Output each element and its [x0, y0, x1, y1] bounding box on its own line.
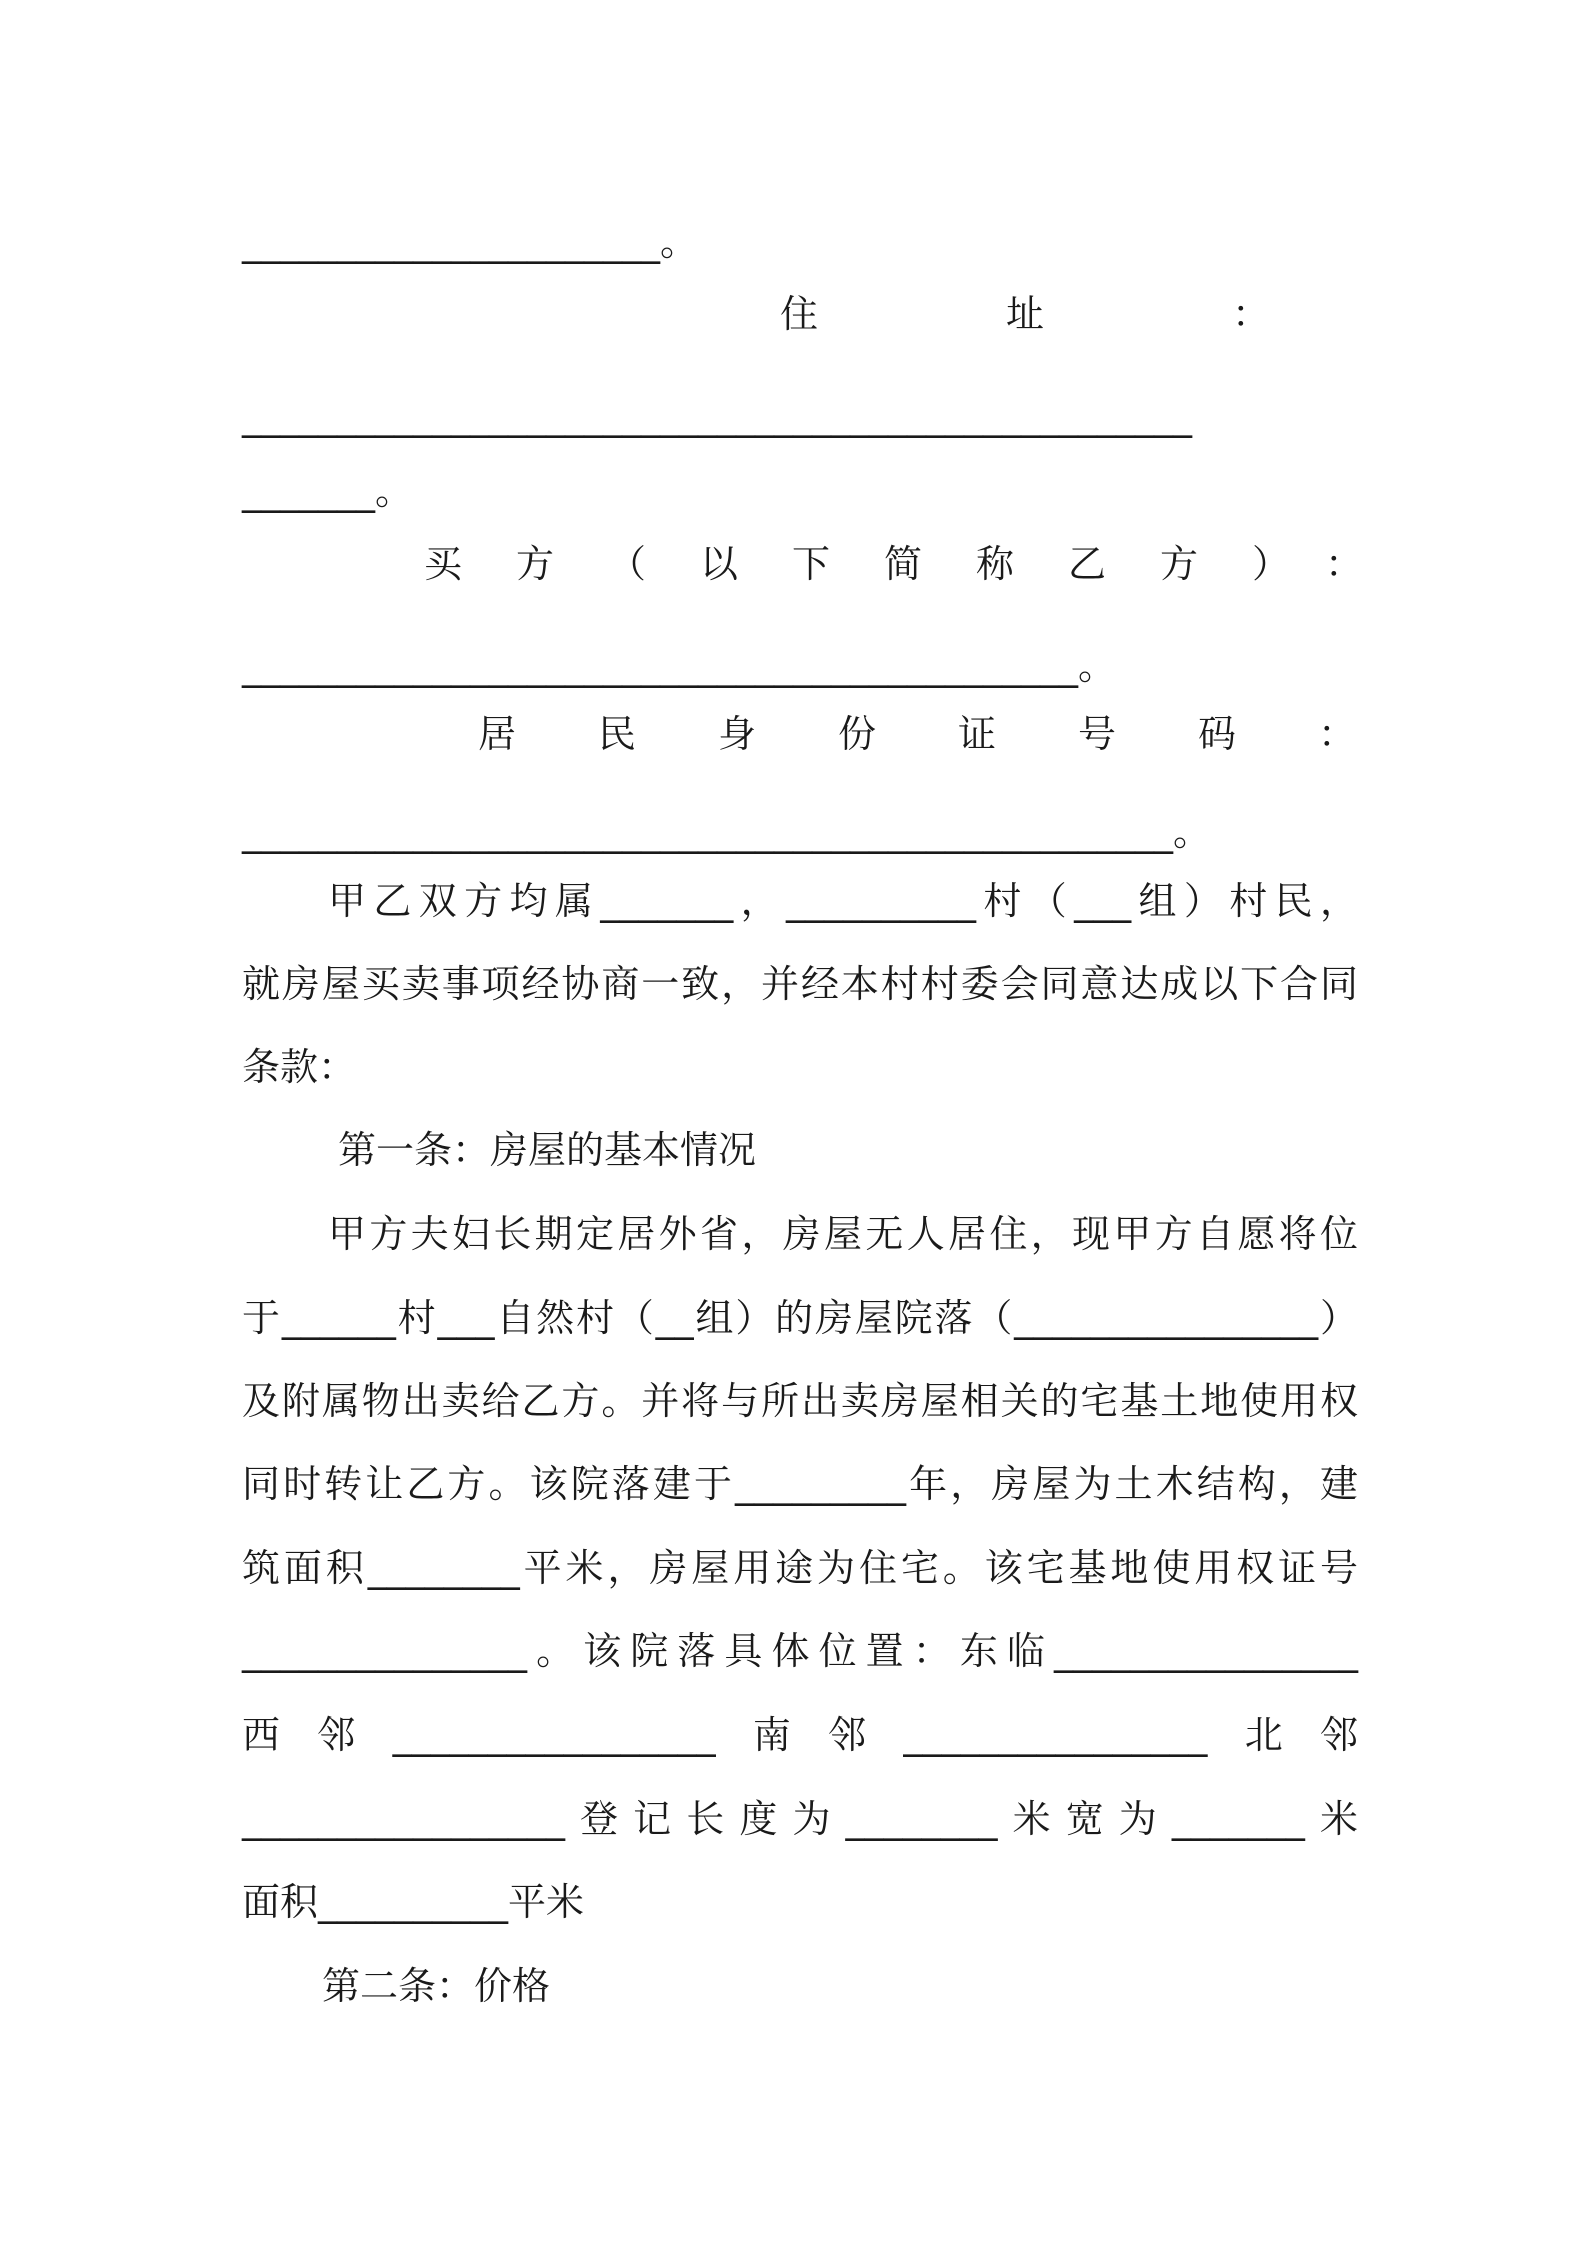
article-1-line-8: _________________登记长度为________米宽为_______米 [242, 1797, 1358, 1841]
article-2-title: 第二条：价格 [322, 1964, 551, 2008]
article-1-line-2: 于______村___自然村（__组）的房屋院落（________________） [242, 1296, 1358, 1340]
article-1-line-6: _______________。该院落具体位置：东临________________ [242, 1629, 1358, 1673]
article-1-line-9: 面积__________平米 [242, 1880, 585, 1924]
article-1-line-4: 同时转让乙方。该院落建于_________年，房屋为土木结构，建 [242, 1462, 1358, 1506]
intro-line-2: 就房屋买卖事项经协商一致，并经本村村委会同意达成以下合同 [242, 962, 1358, 1006]
address-label [780, 290, 1459, 338]
blank-line-end: ______________________。 [242, 220, 699, 264]
id-number-blank-line: _________________________________________________。 [242, 810, 1212, 854]
intro-line-1: 甲乙双方均属_______，__________村（___组）村民， [328, 879, 1358, 923]
address-label-text: 住址： [780, 292, 1459, 336]
article-1-line-7: 西邻_________________南邻________________北邻 [242, 1713, 1358, 1757]
article-1-line-3: 及附属物出卖给乙方。并将与所出卖房屋相关的宅基土地使用权 [242, 1379, 1358, 1423]
id-number-label [478, 710, 1439, 758]
address-blank-end: _______。 [242, 469, 414, 513]
intro-line-3: 条款： [242, 1045, 357, 1089]
article-1-line-1: 甲方夫妇长期定居外省，房屋无人居住，现甲方自愿将位 [328, 1212, 1358, 1256]
article-1-line-5: 筑面积________平米，房屋用途为住宅。该宅基地使用权证号 [242, 1546, 1358, 1590]
buyer-label [424, 540, 1418, 588]
address-blank-line: __________________________________________________ [242, 394, 1192, 438]
buyer-blank-line: ____________________________________________。 [242, 644, 1117, 688]
id-number-label-text: 居民身份证号码： [478, 712, 1439, 756]
buyer-label-text: 买方（以下简称乙方）： [424, 542, 1418, 586]
article-1-title: 第一条：房屋的基本情况 [338, 1128, 757, 1172]
